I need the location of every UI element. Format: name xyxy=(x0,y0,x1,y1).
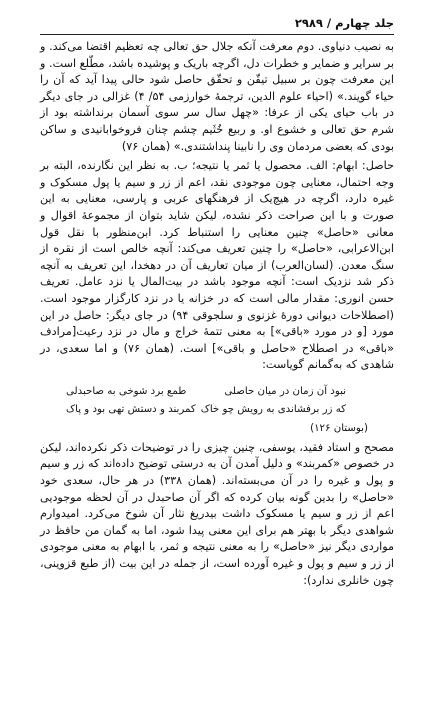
hemistich-2a: که زر برفشاندی به رویش چو خاک xyxy=(200,403,346,415)
header-divider xyxy=(40,34,394,35)
poem-citation: (بوستان ۱۲۶) xyxy=(310,422,368,434)
hemistich-2b: کمربند و دستش تهی بود و پاک xyxy=(66,403,196,415)
paragraph-1: به نصیب دنیاوی. دوم معرفت آنکه جلال حق تعالی چه تعظیم اقتضا می‌کند. و بر سرایر و ضمایر و خطرات دل، اگرچه باریک و پوشیده باشد، مطّلع است. و این معرفت چون بر سبیل تیقّن و تحقّق حاصل شود حالی پیدا آید که آن را حیاء گویند.» (احیاء علوم الدین، ترجمهٔ خوارزمی ۵۴/ ۴) غزالی در جای دیگر در باب حیای یکی از عرفا: «چهل سال سر سوی آسمان برنداشته بود از شرم حق تعالی و خشوع او. و ربیع خُثَیم چشم چنان فروخوابانیدی و ساکن بودی که بعضی مردمان وی را نابینا پنداشتندی.» (همان ۷۶) xyxy=(40,40,394,153)
paragraph-2: حاصل: ابهام: الف. محصول یا ثمر یا نتیجه؛ ب. به نظر این نگارنده، البته بر وجه احتمال، معنایی چون موجودی نقد، اعم از زر و سیم یا پول مسکوک و غیره دارد، اگرچه در هیچ‌یک از فرهنگهای عربی و پارسی، معنایی به این صورت و با این صراحت ذکر نشده، لیکن شاید بتوان از مجموعهٔ اقوال و معانی «حاصل» چنین معنایی را استنباط کرد. ابن‌منظور با نقل قول ابن‌الاعرابی، «حاصل» را چنین تعریف می‌کند: آنچه خالص است از نقره از سنگ معدن. (لسان‌العرب) از میان تعاریف آن در دهخدا، این تعریف به آنچه ذکر شد نزدیک است: آنچه موجود باشد در بیت‌المال یا نزد عامل. تعریف حسن انوری: مقدار مالی است که در خزانه یا در نزد کارگزار موجود است. (اصطلاحات دیوانی دورهٔ غزنوی و سلجوقی ۹۴) در جای دیگر: حاصل در این مورد [و در مورد «باقی»] به معنی تتمهٔ خراج و مال در نزد رعیت[مرادف «باقی» در اصطلاح «حاصل و باقی»] است. (همان ۷۶) و اما سعدی، در شاهدی که به‌گمانم گویاست: xyxy=(40,159,394,372)
running-title: جلد چهارم / ۲۹۸۹ xyxy=(294,16,394,30)
hemistich-1a: نبود آن زمان در میان حاصلی xyxy=(224,385,346,397)
poem-verse-1 xyxy=(66,383,346,401)
poem-block xyxy=(66,383,346,419)
hemistich-1b: طمع برد شوخی به صاحبدلی xyxy=(66,385,187,397)
page-body xyxy=(40,39,394,589)
poem-verse-2 xyxy=(66,401,346,419)
paragraph-3: مصحح و استاد فقید، یوسفی، چنین چیزی را در توضیحات ذکر نکرده‌اند، لیکن در خصوص «کمربند» و دلیل آمدن آن به درستی توضیح داده‌اند که زر و سیم و پول و غیره را در آن می‌بسته‌اند. (همان ۳۳۸) در هر حال، سعدی خود «حاصل» را بدین گونه بیان کرده که اگر آن صاحبدل در آن لحظه موجودیی اعم از زر و سیم یا مسکوک داشت بیدریغ نثار آن شوخ می‌کرد. امیدوارم شواهدی دیگر با بهتر هم برای این معنی پیدا شود، اما به گمان من حافظ در مواردی دیگر نیز «حاصل» را به معنی نتیجه و ثمر، با ابهام به معنی موجودی از زر و سیم و پول و غیره آورده است، از جمله در این بیت (از طبع قزوینی، چون خانلری ندارد): xyxy=(40,440,394,587)
page-header xyxy=(40,14,394,32)
